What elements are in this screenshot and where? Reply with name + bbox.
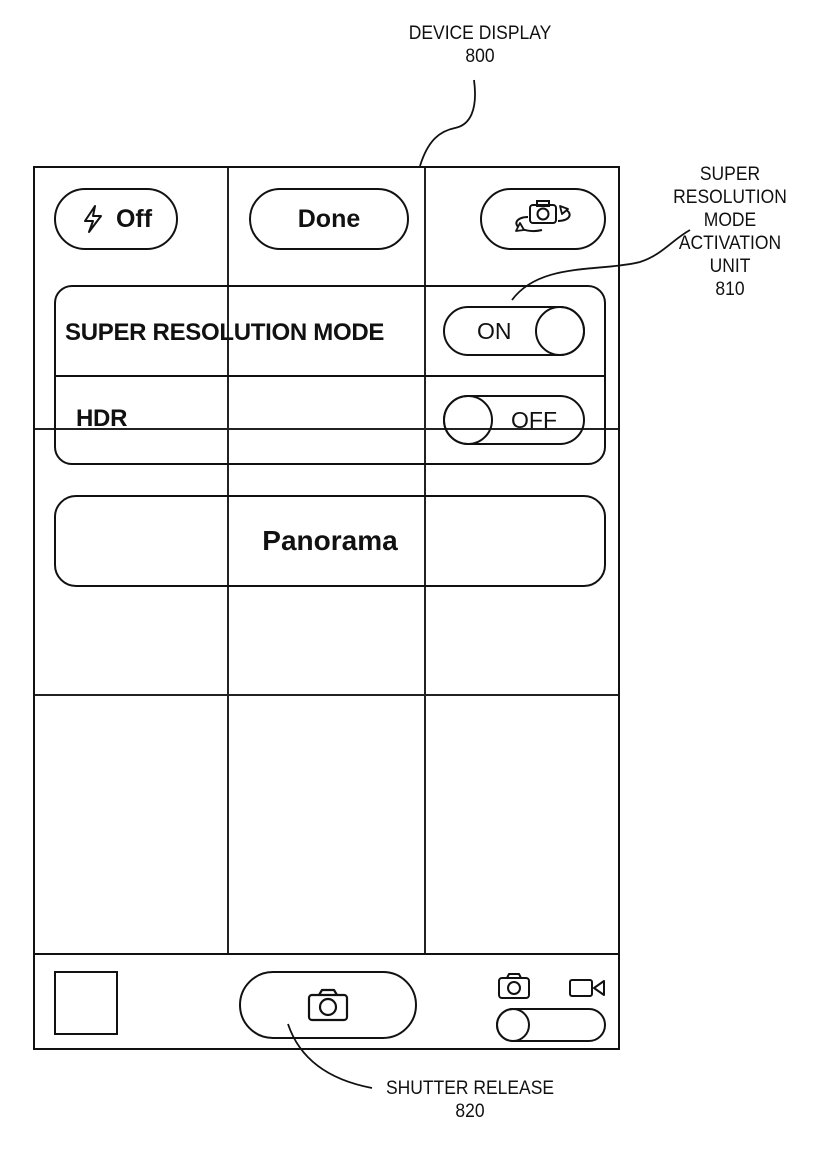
super-resolution-mode-toggle[interactable]: [443, 306, 585, 356]
camera-rotate-icon: [498, 197, 588, 241]
last-photo-thumbnail[interactable]: [54, 971, 118, 1035]
callout-line-3: MODE: [703, 210, 757, 231]
toggle-knob: [443, 395, 493, 445]
super-resolution-mode-label: SUPER RESOLUTION MODE: [65, 319, 385, 346]
settings-row-divider: [56, 375, 604, 377]
bottom-bar-divider: [35, 953, 618, 955]
hdr-toggle[interactable]: [443, 395, 585, 445]
shutter-release-button[interactable]: [239, 971, 417, 1039]
toggle-knob: [535, 306, 585, 356]
done-button[interactable]: [249, 188, 409, 250]
done-label: Done: [297, 204, 361, 233]
flash-label: Off: [115, 204, 153, 233]
flash-button[interactable]: [54, 188, 178, 250]
lightning-bolt-icon: [80, 204, 106, 234]
camera-icon: [306, 987, 350, 1023]
callout-number: 820: [455, 1101, 485, 1122]
settings-panel: [54, 285, 606, 465]
callout-line-4: ACTIVATION: [678, 233, 782, 254]
callout-number: 800: [465, 46, 495, 67]
grid-line-horizontal-bottom: [35, 694, 618, 696]
callout-line-1: SUPER: [699, 164, 761, 185]
callout-line-2: RESOLUTION: [673, 187, 787, 208]
panorama-label: Panorama: [262, 525, 398, 556]
shutter-release-callout: [369, 1077, 571, 1123]
device-display-callout: [393, 22, 568, 68]
callout-title: DEVICE DISPLAY: [408, 23, 552, 44]
callout-title: SHUTTER RELEASE: [385, 1078, 555, 1099]
panorama-button[interactable]: [54, 495, 606, 587]
toggle-off-label: OFF: [511, 407, 557, 433]
callout-line-5: UNIT: [709, 256, 751, 277]
toggle-on-label: ON: [477, 318, 512, 344]
activation-unit-callout: [661, 163, 799, 301]
photo-video-mode-switch[interactable]: [496, 1008, 606, 1042]
device-display-leader: [420, 80, 475, 166]
mode-switch-knob: [496, 1008, 530, 1042]
photo-mode-camera-icon[interactable]: [497, 972, 531, 1000]
callout-number: 810: [715, 279, 745, 300]
switch-camera-button[interactable]: [480, 188, 606, 250]
hdr-label: HDR: [76, 405, 128, 432]
device-display: [33, 166, 620, 1050]
video-mode-camera-icon[interactable]: [568, 976, 606, 1000]
